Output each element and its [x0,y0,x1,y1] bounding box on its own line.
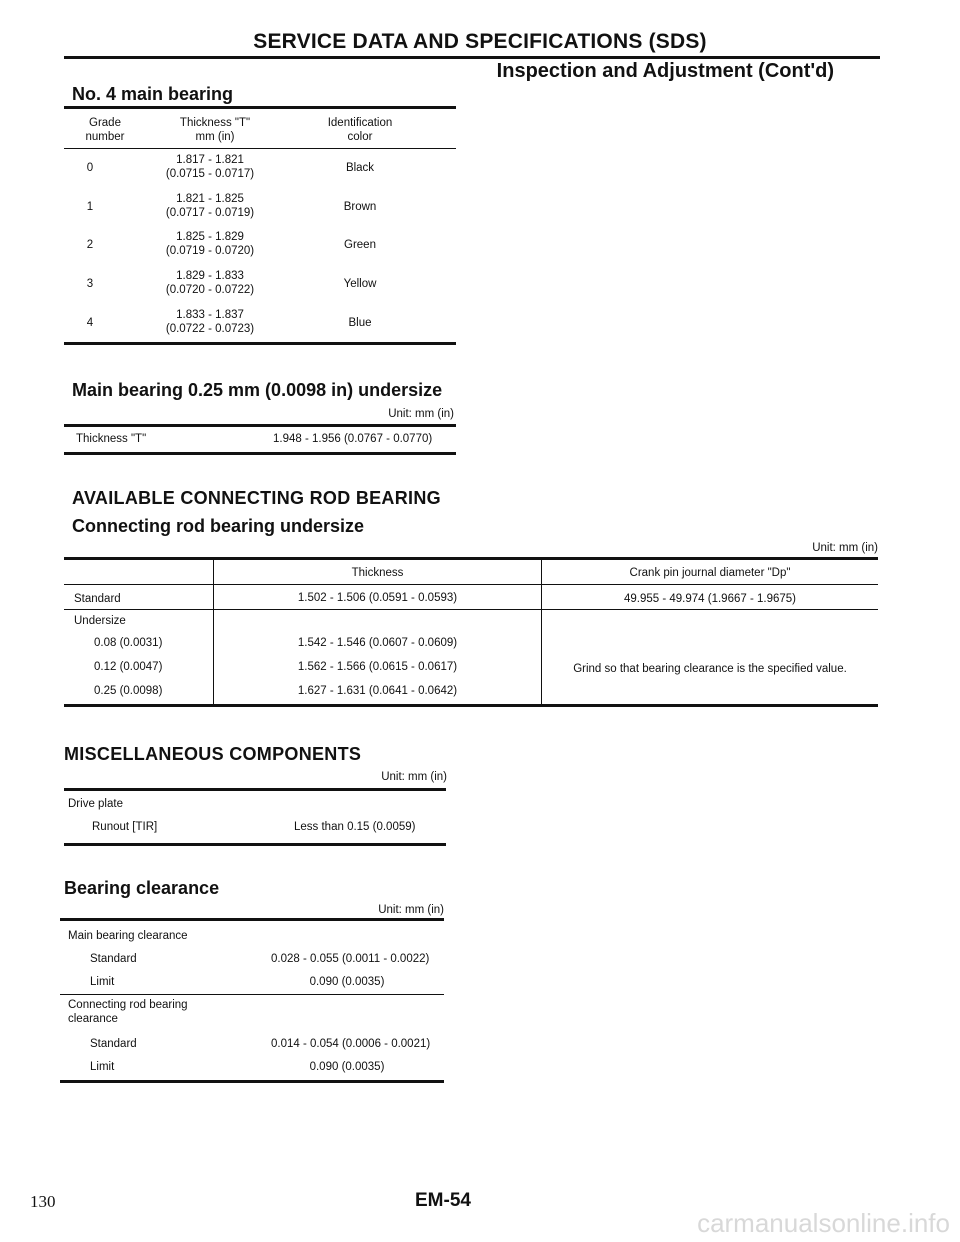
table-bottom-rule [60,1080,444,1083]
table-top-rule [64,106,456,109]
undersize-thickness: 1.627 - 1.631 (0.0641 - 0.0642) [297,685,458,697]
page-label: EM-54 [415,1190,471,1211]
unit-label: Unit: mm (in) [378,904,444,916]
conrod-clearance-label: Connecting rod bearing clearance [68,999,188,1025]
color-cell: Green [344,239,376,251]
table-top-rule [64,424,456,427]
thickness-label: Thickness "T" [76,433,147,445]
undersize-size: 0.08 (0.0031) [94,637,163,649]
table-top-rule [64,557,878,560]
table-top-rule [64,788,446,791]
runout-label: Runout [TIR] [92,821,158,833]
table-header-rule [64,148,456,149]
undersize-thickness: 1.542 - 1.546 (0.0607 - 0.0609) [297,637,458,649]
section-title-undersize: Main bearing 0.25 mm (0.0098 in) undersize [72,380,443,400]
table-bottom-rule [64,452,456,455]
main-limit-value: 0.090 (0.0035) [309,976,385,988]
undersize-label: Undersize [74,615,126,627]
main-clearance-label: Main bearing clearance [68,930,188,942]
standard-thickness: 1.502 - 1.506 (0.0591 - 0.0593) [297,592,458,604]
section-title-main-bearing: No. 4 main bearing [72,84,234,104]
unit-label: Unit: mm (in) [812,542,878,554]
table-bottom-rule [64,704,878,707]
thickness-cell: 1.821 - 1.825 (0.0717 - 0.0719) [165,193,255,219]
table-top-rule [60,918,444,921]
main-standard-value: 0.028 - 0.055 (0.0011 - 0.0022) [271,953,430,965]
thickness-cell: 1.817 - 1.821 (0.0715 - 0.0717) [165,154,255,180]
header-rule [64,56,880,59]
row-rule [60,994,444,995]
main-standard-label: Standard [90,953,137,965]
drive-plate-label: Drive plate [68,798,123,810]
col-header-thickness: Thickness "T" mm (in) [179,117,251,143]
conrod-limit-value: 0.090 (0.0035) [309,1061,385,1073]
thickness-cell: 1.829 - 1.833 (0.0720 - 0.0722) [165,270,255,296]
col-header-crank: Crank pin journal diameter "Dp" [629,567,791,579]
undersize-size: 0.12 (0.0047) [94,661,163,673]
grade-cell: 3 [86,278,94,290]
undersize-size: 0.25 (0.0098) [94,685,163,697]
grind-note: Grind so that bearing clearance is the specified value. [573,663,847,675]
page-header-title: SERVICE DATA AND SPECIFICATIONS (SDS) [253,30,707,53]
unit-label: Unit: mm (in) [388,408,454,420]
grade-cell: 1 [86,201,94,213]
section-title-conrod-undersize: Connecting rod bearing undersize [72,516,365,536]
color-cell: Brown [343,201,377,213]
thickness-value: 1.948 - 1.956 (0.0767 - 0.0770) [273,433,433,445]
watermark: carmanualsonline.info [697,1208,950,1238]
col-header-thickness: Thickness [351,567,404,579]
unit-label: Unit: mm (in) [381,771,447,783]
table-bottom-rule [64,843,446,846]
main-limit-label: Limit [90,976,115,988]
section-heading-conrod: AVAILABLE CONNECTING ROD BEARING [72,488,441,508]
page-header-subtitle: Inspection and Adjustment (Cont'd) [496,60,834,82]
col-header-grade: Grade number [85,117,125,143]
grade-cell: 4 [86,317,94,329]
page-number: 130 [30,1192,56,1211]
section-heading-misc: MISCELLANEOUS COMPONENTS [64,744,362,764]
row-rule [64,609,878,610]
color-cell: Blue [348,317,372,329]
undersize-thickness: 1.562 - 1.566 (0.0615 - 0.0617) [297,661,458,673]
color-cell: Yellow [343,278,377,290]
table-header-rule [64,584,878,585]
standard-crank-diameter: 49.955 - 49.974 (1.9667 - 1.9675) [624,593,796,605]
col-header-color: Identification color [327,117,393,143]
conrod-standard-label: Standard [90,1038,137,1050]
section-title-bearing-clearance: Bearing clearance [64,878,220,898]
thickness-cell: 1.833 - 1.837 (0.0722 - 0.0723) [165,309,255,335]
standard-label: Standard [74,593,121,605]
conrod-standard-value: 0.014 - 0.054 (0.0006 - 0.0021) [271,1038,431,1050]
column-divider [541,560,542,705]
runout-value: Less than 0.15 (0.0059) [294,821,416,833]
thickness-cell: 1.825 - 1.829 (0.0719 - 0.0720) [165,231,255,257]
table-bottom-rule [64,342,456,345]
grade-cell: 0 [86,162,94,174]
conrod-limit-label: Limit [90,1061,115,1073]
grade-cell: 2 [86,239,94,251]
color-cell: Black [345,162,375,174]
